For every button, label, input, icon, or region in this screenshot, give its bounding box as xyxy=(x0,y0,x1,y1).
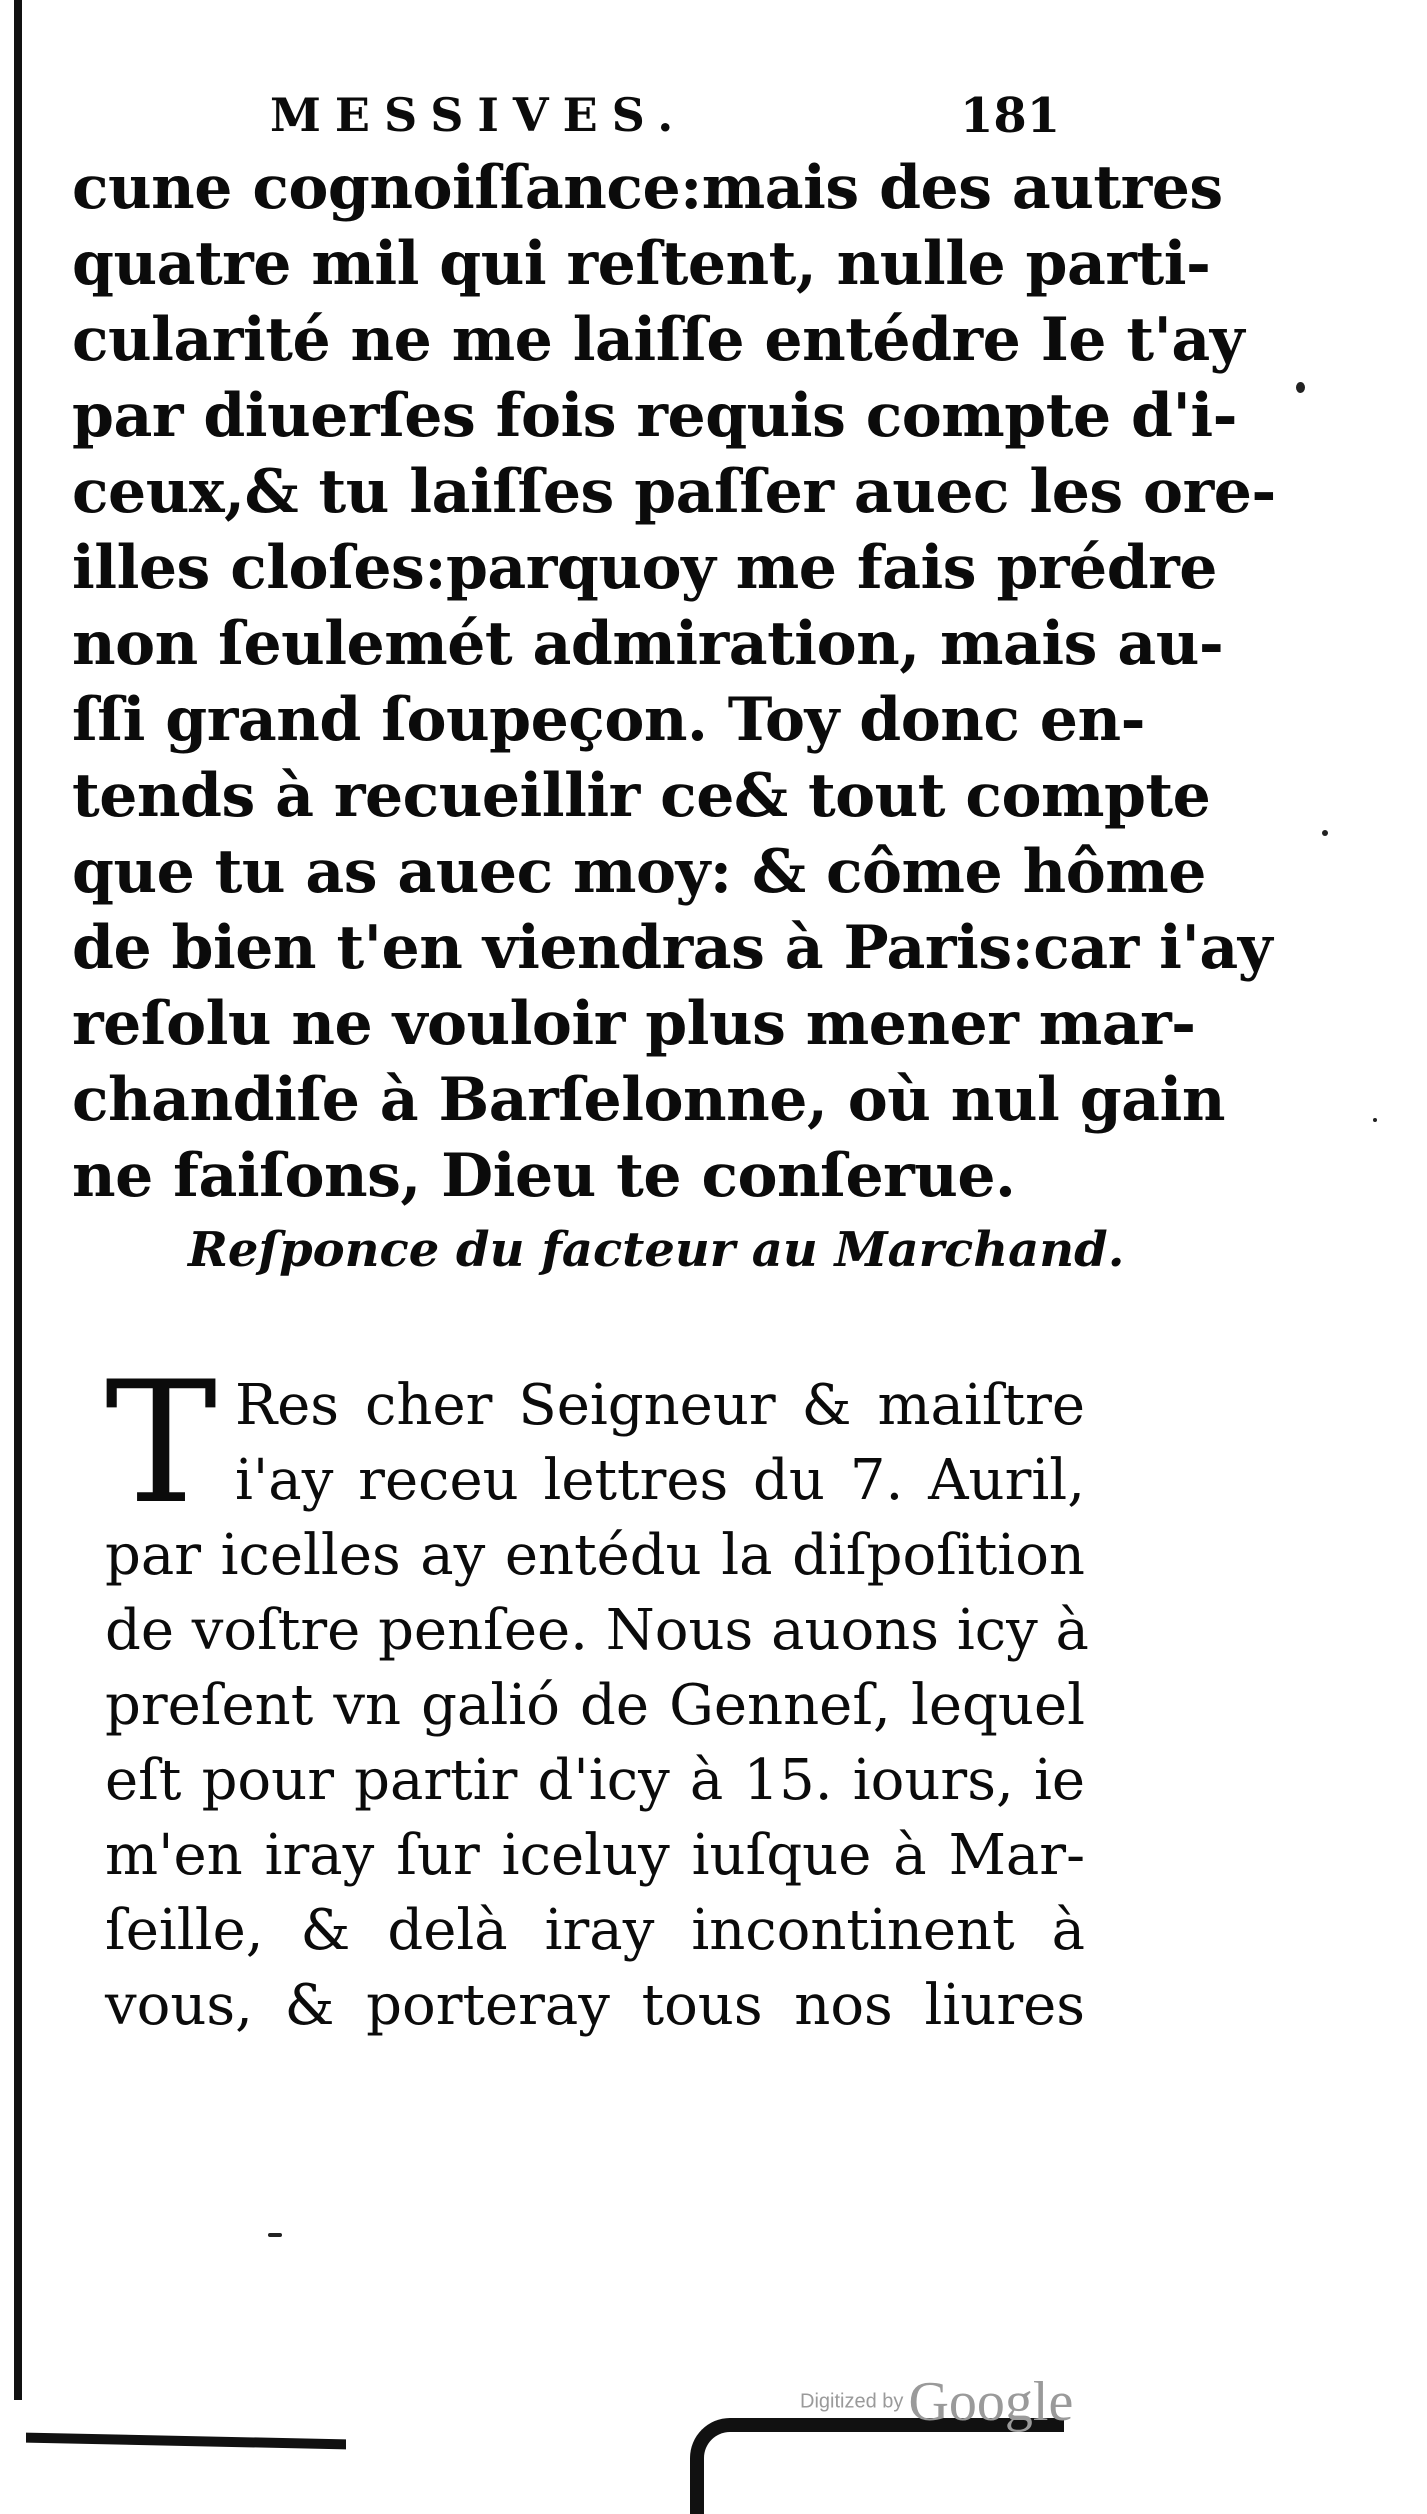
section-heading: Reſponce du facteur au Marchand. xyxy=(188,1222,1125,1278)
body-text xyxy=(72,150,1276,1214)
text-line: reſolu ne vouloir plus mener mar- xyxy=(72,989,1196,1059)
text-line: cularité ne me laiſſe entédre Ie t'ay xyxy=(72,305,1245,375)
text-line: quatre mil qui reſtent, nulle parti- xyxy=(72,229,1211,299)
text-line: non ſeulemét admiration, mais au- xyxy=(72,609,1224,679)
letter-line: vous, & porteray tous nos liures xyxy=(105,1973,1085,2038)
bottom-edge-mark xyxy=(26,2433,346,2450)
text-line: ſſi grand ſoupeçon. Toy donc en- xyxy=(72,685,1145,755)
letter-line: m'en iray ſur iceluy iuſque à Mar- xyxy=(105,1823,1085,1888)
text-line: par diuerſes fois requis compte d'i- xyxy=(72,381,1238,451)
watermark-prefix: Digitized by xyxy=(800,2390,904,2413)
text-line: tends à recueillir ce& tout compte xyxy=(72,761,1211,831)
ink-speck xyxy=(1296,382,1305,393)
text-line: ceux,& tu laiſſes paſſer auec les ore- xyxy=(72,457,1276,527)
ink-speck xyxy=(1322,830,1328,836)
letter-line: par icelles ay entédu la diſpoſition xyxy=(105,1523,1085,1588)
ink-speck xyxy=(1373,1118,1377,1122)
google-logo: Google xyxy=(908,2371,1074,2433)
letter-line: preſent vn galió de Genneſ, lequel xyxy=(105,1673,1085,1738)
text-line: de bien t'en viendras à Paris:car i'ay xyxy=(72,913,1273,983)
text-line: que tu as auec moy: & côme hôme xyxy=(72,837,1206,907)
letter-line: de voſtre penſee. Nous auons icy à xyxy=(105,1598,1089,1663)
letter-line: eſt pour partir d'icy à 15. iours, ie xyxy=(105,1748,1085,1813)
letter-line: i'ay receu lettres du 7. Auril, xyxy=(235,1448,1085,1513)
running-head: MESSIVES. xyxy=(270,88,688,142)
letter-text xyxy=(105,1345,1089,2043)
page-number: 181 xyxy=(960,88,1061,144)
page-header xyxy=(0,88,1427,158)
text-line: cune cognoiſſance:mais des autres xyxy=(72,153,1223,223)
text-line: illes cloſes:parquoy me fais prédre xyxy=(72,533,1217,603)
drop-cap: T xyxy=(105,1345,218,1541)
ink-speck xyxy=(268,2233,282,2237)
binding-edge xyxy=(14,0,22,2400)
digitized-watermark xyxy=(800,2370,1073,2434)
letter-line: Res cher Seigneur & maiſtre xyxy=(235,1373,1085,1438)
letter-line: ſeille, & delà iray incontinent à xyxy=(105,1898,1085,1963)
text-line: chandiſe à Barſelonne, où nul gain xyxy=(72,1065,1225,1135)
text-line: ne faiſons, Dieu te conſerue. xyxy=(72,1141,1016,1211)
